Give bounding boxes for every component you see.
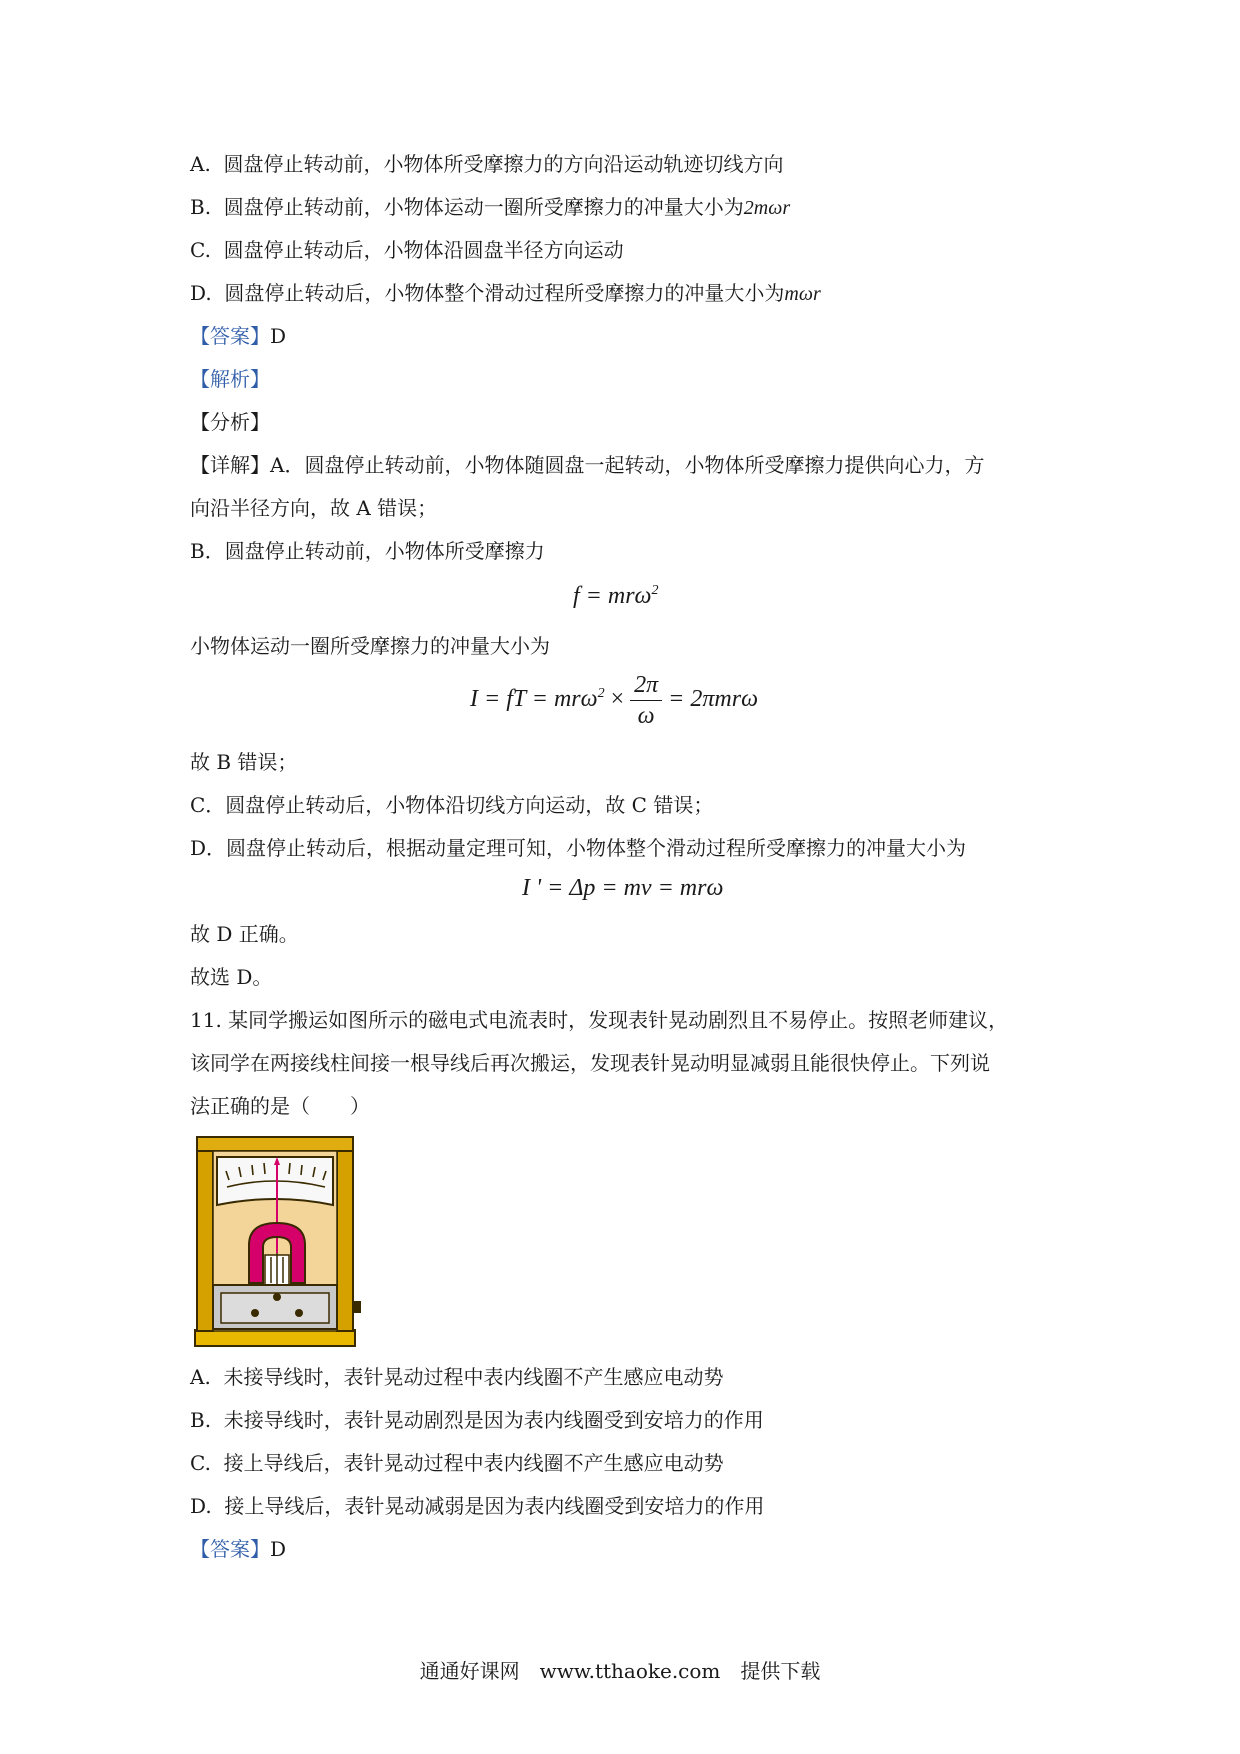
q11-stem-line1: 11. 某同学搬运如图所示的磁电式电流表时，发现表针晃动剧烈且不易停止。按照老师建议， [190, 1008, 1009, 1032]
jiexi-heading: 【解析】 [190, 367, 270, 391]
fenxi-heading: 【分析】 [190, 410, 270, 434]
q10-option-c: C. 圆盘停止转动后，小物体沿圆盘半径方向运动 [190, 238, 624, 262]
fraction: $\frac{2\pi}{\omega}$ [630, 670, 662, 731]
formula-f: f = mrω$^2$ [573, 583, 659, 609]
q10-option-a: A. 圆盘停止转动前，小物体所受摩擦力的方向沿运动轨迹切线方向 [190, 152, 784, 176]
q11-option-d: D. 接上导线后，表针晃动减弱是因为表内线圈受到安培力的作用 [190, 1494, 765, 1518]
detail-b-line2: 小物体运动一圈所受摩擦力的冲量大小为 [190, 634, 550, 658]
q11-stem-line3: 法正确的是（ ） [190, 1094, 370, 1118]
formula-impulse-2: I ' = Δp = mv = mrω [522, 875, 724, 901]
q10-answer: 【答案】D [190, 324, 287, 348]
detail-b-line3: 故 B 错误； [190, 750, 298, 774]
q10-option-d: D. 圆盘停止转动后，小物体整个滑动过程所受摩擦力的冲量大小为mωr [190, 281, 821, 305]
detail-c: C．圆盘停止转动后，小物体沿切线方向运动，故 C 错误； [190, 793, 714, 817]
choose-answer: 故选 D。 [190, 965, 273, 989]
footer-credit: 通通好课网 www.tthaoke.com 提供下载 [419, 1659, 821, 1683]
formula-impulse: I = fT = mrω$^2$ × $\frac{2\pi}{\omega}$ = 2πmrω [470, 672, 759, 729]
galvanometer-illustration [193, 1135, 363, 1350]
detail-d-line1: D．圆盘停止转动后，根据动量定理可知，小物体整个滑动过程所受摩擦力的冲量大小为 [190, 836, 967, 860]
detail-a-line2: 向沿半径方向，故 A 错误； [190, 496, 438, 520]
detail-b-line1: B．圆盘停止转动前，小物体所受摩擦力 [190, 539, 545, 563]
q10-option-b: B. 圆盘停止转动前，小物体运动一圈所受摩擦力的冲量大小为2mωr [190, 195, 791, 219]
q11-stem-line2: 该同学在两接线柱间接一根导线后再次搬运，发现表针晃动明显减弱且能很快停止。下列说 [190, 1051, 990, 1075]
detail-a-line1: 【详解】A．圆盘停止转动前，小物体随圆盘一起转动，小物体所受摩擦力提供向心力，方 [190, 453, 985, 477]
q11-option-b: B. 未接导线时，表针晃动剧烈是因为表内线圈受到安培力的作用 [190, 1408, 764, 1432]
q11-answer: 【答案】D [190, 1537, 287, 1561]
q11-option-c: C. 接上导线后，表针晃动过程中表内线圈不产生感应电动势 [190, 1451, 724, 1475]
detail-d-line2: 故 D 正确。 [190, 922, 299, 946]
q11-option-a: A. 未接导线时，表针晃动过程中表内线圈不产生感应电动势 [190, 1365, 724, 1389]
